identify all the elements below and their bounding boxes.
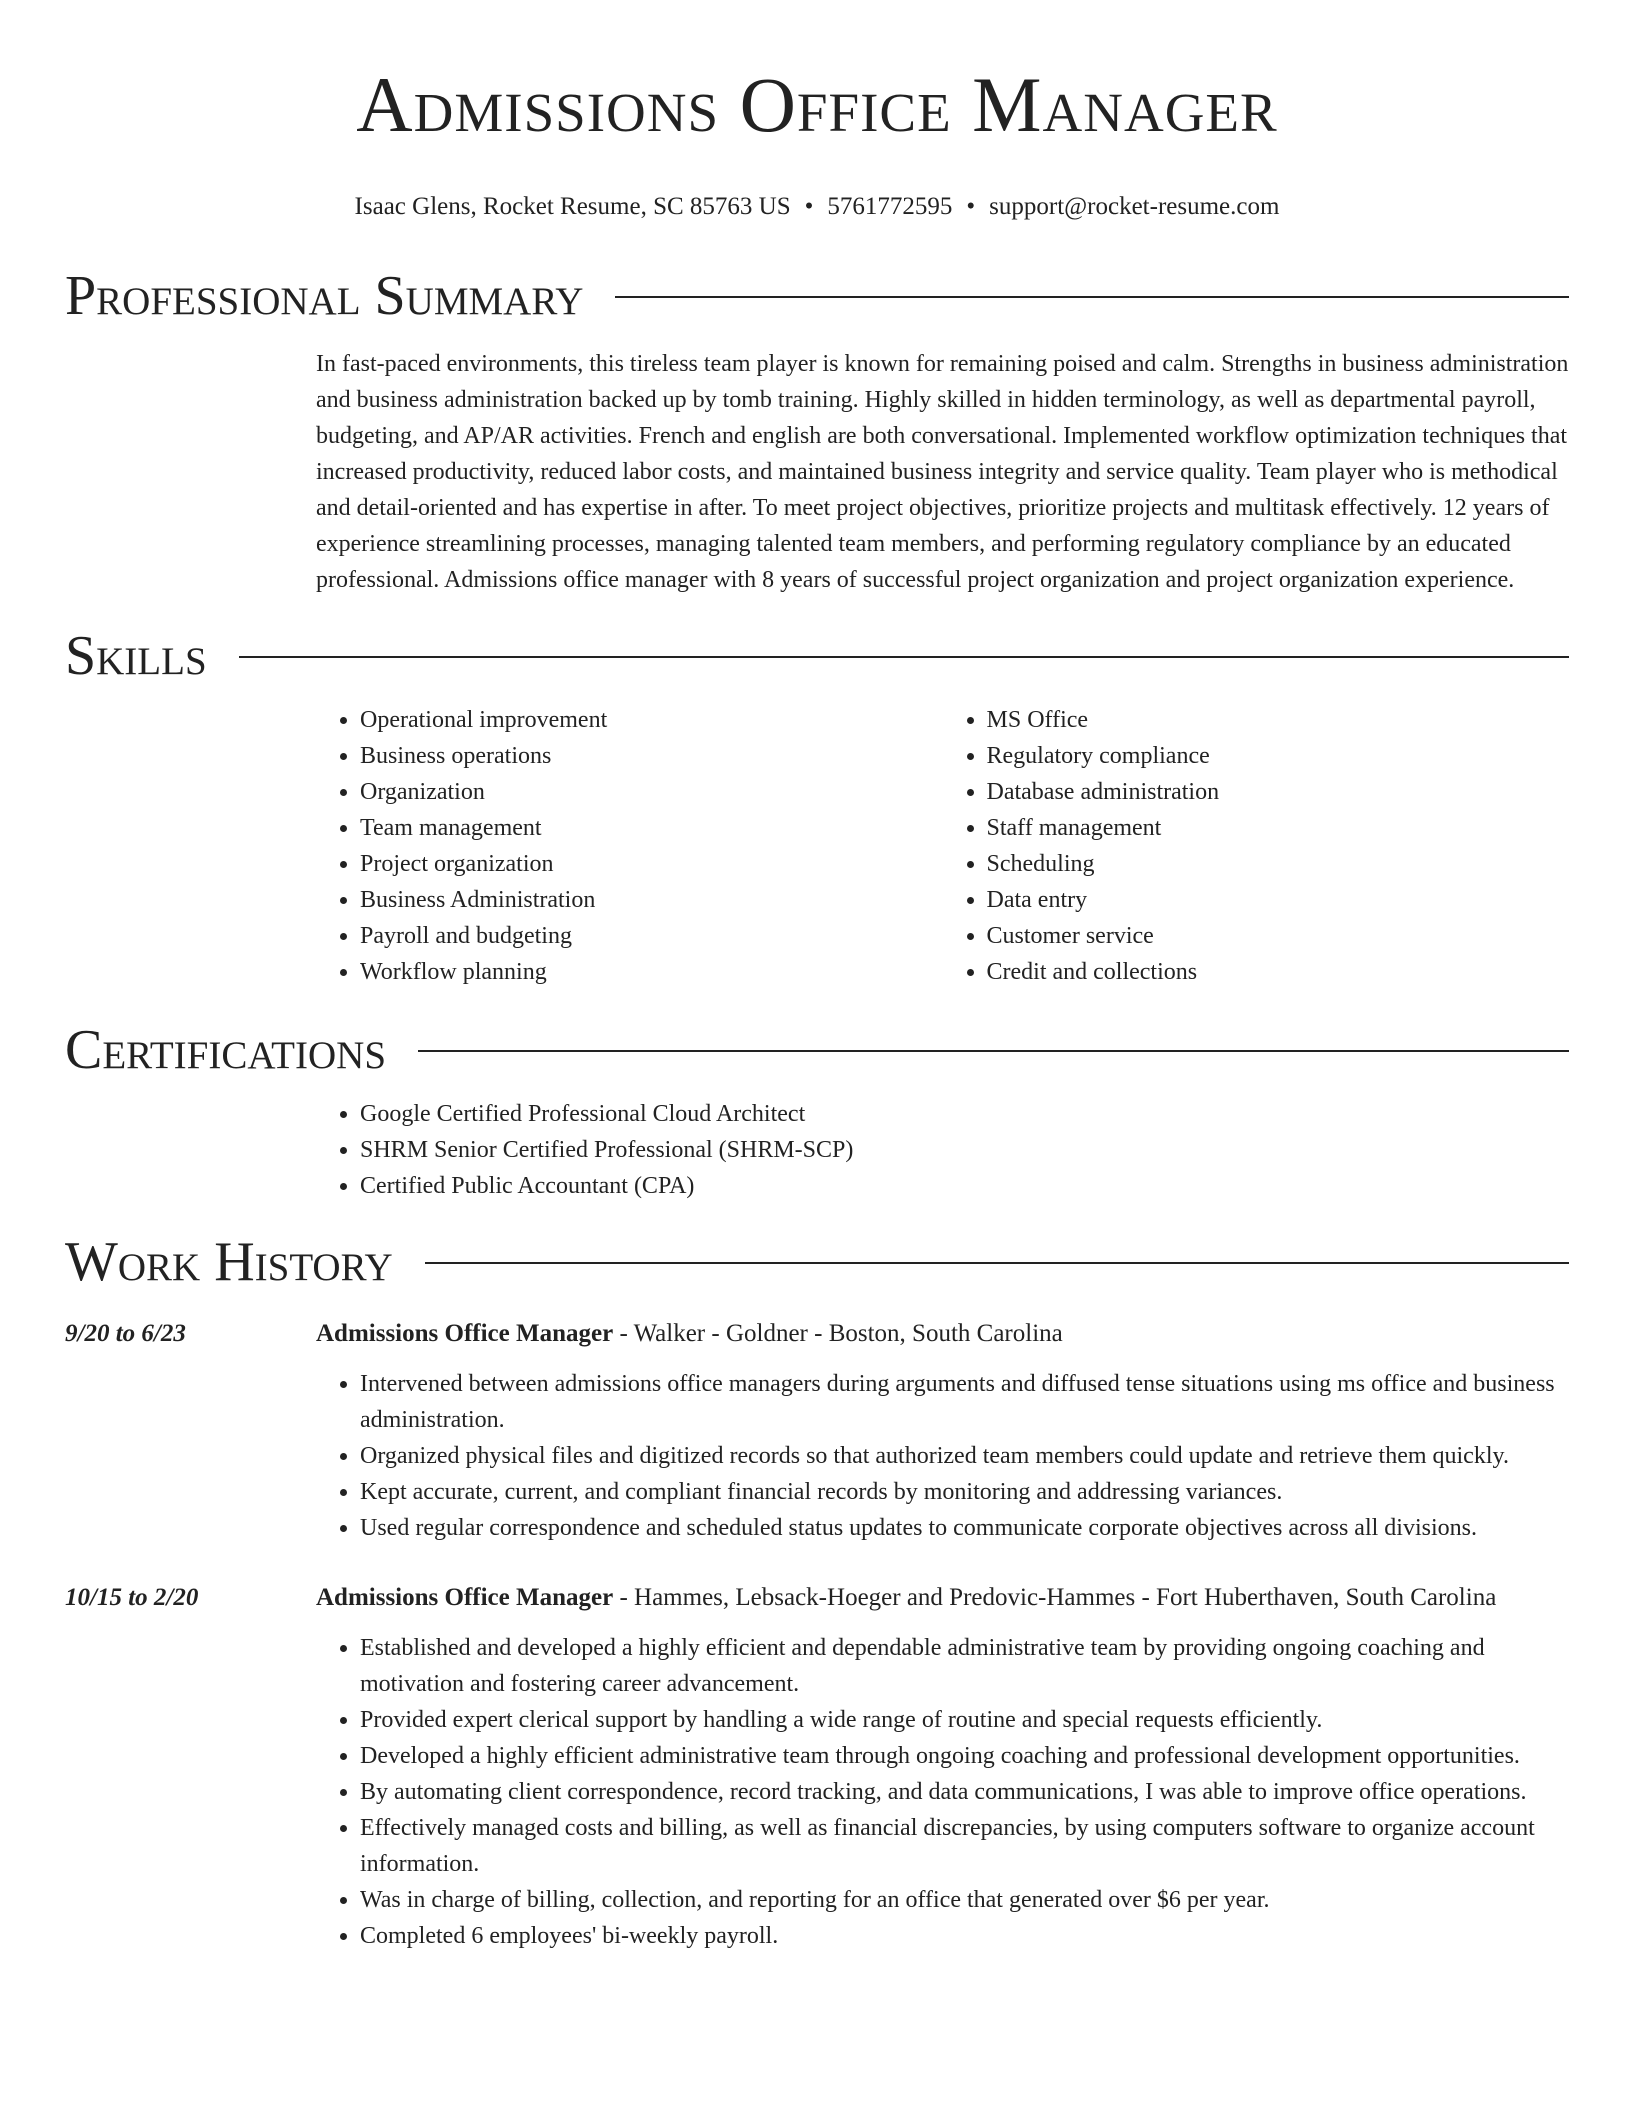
summary-section-header	[65, 266, 1569, 326]
certifications-list	[316, 1096, 1569, 1204]
contact-phone: 5761772595	[827, 193, 953, 220]
certification-item: • Google Certified Professional Cloud Architect	[360, 1096, 1569, 1132]
section-divider	[239, 656, 1569, 658]
job-dates: 10/15 to 2/20	[65, 1584, 199, 1611]
skills-column-right	[943, 702, 1570, 990]
job-entry	[65, 1580, 1569, 1954]
job-bullet: • Developed a highly efficient administrative team through ongoing coaching and professional development opportunities.	[360, 1738, 1569, 1774]
skill-item: • Operational improvement	[360, 702, 943, 738]
job-bullet: • Provided expert clerical support by handling a wide range of routine and special requests efficiently.	[360, 1702, 1569, 1738]
contact-separator: •	[804, 193, 814, 220]
job-title-line	[316, 1316, 1569, 1352]
job-title-line	[316, 1580, 1569, 1616]
skill-item: • Regulatory compliance	[987, 738, 1570, 774]
certifications-ul	[316, 1096, 1569, 1204]
job-entry	[65, 1316, 1569, 1546]
skills-section-header	[65, 626, 1569, 686]
skill-item: • Data entry	[987, 882, 1570, 918]
skills-column-left	[316, 702, 943, 990]
summary-text: In fast-paced environments, this tireless team player is known for remaining poised and calm. Strengths in business administration and business administration backed up by tomb training. Highly skilled in hidden terminology, as well as departmental payroll, budgeting, and AP/AR activities. French and english are both conversational. Implemented workflow optimization techniques that increased productivity, reduced labor costs, and maintained business integrity and service quality. Team player who is methodical and detail-oriented and has expertise in after. To meet project objectives, prioritize projects and multitask effectively. 12 years of experience streamlining processes, managing talented team members, and performing regulatory compliance by an educated professional. Admissions office manager with 8 years of successful project organization and project organization experience.	[316, 351, 1569, 593]
job-bullet: • Intervened between admissions office managers during arguments and diffused tense situations using ms office and business administration.	[360, 1366, 1569, 1438]
skill-item: • Credit and collections	[987, 954, 1570, 990]
job-bullet: • Kept accurate, current, and compliant financial records by monitoring and addressing variances.	[360, 1474, 1569, 1510]
contact-line	[65, 192, 1569, 222]
skills-list	[316, 702, 1569, 990]
contact-address: Isaac Glens, Rocket Resume, SC 85763 US	[354, 193, 791, 220]
job-bullet: • Was in charge of billing, collection, and reporting for an office that generated over $6 per year.	[360, 1882, 1569, 1918]
summary-heading: Professional Summary	[65, 265, 584, 327]
skill-item: • Workflow planning	[360, 954, 943, 990]
job-title: Admissions Office Manager	[316, 1584, 614, 1611]
job-bullet: • By automating client correspondence, record tracking, and data communications, I was able to improve office operations.	[360, 1774, 1569, 1810]
candidate-name: Admissions Office Manager	[356, 61, 1278, 148]
certification-item: • SHRM Senior Certified Professional (SHRM-SCP)	[360, 1132, 1569, 1168]
skill-item: • Database administration	[987, 774, 1570, 810]
job-employer: - Walker - Goldner - Boston, South Carolina	[613, 1320, 1063, 1347]
job-bullet: • Used regular correspondence and scheduled status updates to communicate corporate objectives across all divisions.	[360, 1510, 1569, 1546]
job-body	[316, 1580, 1569, 1954]
skills-heading: Skills	[65, 625, 207, 687]
job-title: Admissions Office Manager	[316, 1320, 614, 1347]
skill-item: • Project organization	[360, 846, 943, 882]
work-history-section-header	[65, 1232, 1569, 1292]
skill-item: • MS Office	[987, 702, 1570, 738]
job-bullet: • Completed 6 employees' bi-weekly payroll.	[360, 1918, 1569, 1954]
skill-item: • Business Administration	[360, 882, 943, 918]
job-bullets	[316, 1366, 1569, 1546]
contact-email: support@rocket-resume.com	[989, 193, 1280, 220]
skill-item: • Payroll and budgeting	[360, 918, 943, 954]
certifications-heading: Certifications	[65, 1019, 387, 1081]
job-bullets	[316, 1630, 1569, 1954]
section-divider	[425, 1262, 1569, 1264]
skill-item: • Organization	[360, 774, 943, 810]
skill-item: • Business operations	[360, 738, 943, 774]
job-bullet: • Organized physical files and digitized records so that authorized team members could update and retrieve them quickly.	[360, 1438, 1569, 1474]
skill-item: • Team management	[360, 810, 943, 846]
work-history-heading: Work History	[65, 1231, 393, 1293]
job-employer: - Hammes, Lebsack-Hoeger and Predovic-Hammes - Fort Huberthaven, South Carolina	[613, 1584, 1497, 1611]
job-bullet: • Established and developed a highly efficient and dependable administrative team by providing ongoing coaching and motivation and fostering career advancement.	[360, 1630, 1569, 1702]
certification-item: • Certified Public Accountant (CPA)	[360, 1168, 1569, 1204]
section-divider	[615, 296, 1569, 298]
section-divider	[418, 1050, 1569, 1052]
skill-item: • Customer service	[987, 918, 1570, 954]
job-body	[316, 1316, 1569, 1546]
job-bullet: • Effectively managed costs and billing, as well as financial discrepancies, by using computers software to organize account information.	[360, 1810, 1569, 1882]
skill-item: • Scheduling	[987, 846, 1570, 882]
job-dates: 9/20 to 6/23	[65, 1320, 186, 1347]
contact-separator: •	[966, 193, 976, 220]
skill-item: • Staff management	[987, 810, 1570, 846]
certifications-section-header	[65, 1020, 1569, 1080]
